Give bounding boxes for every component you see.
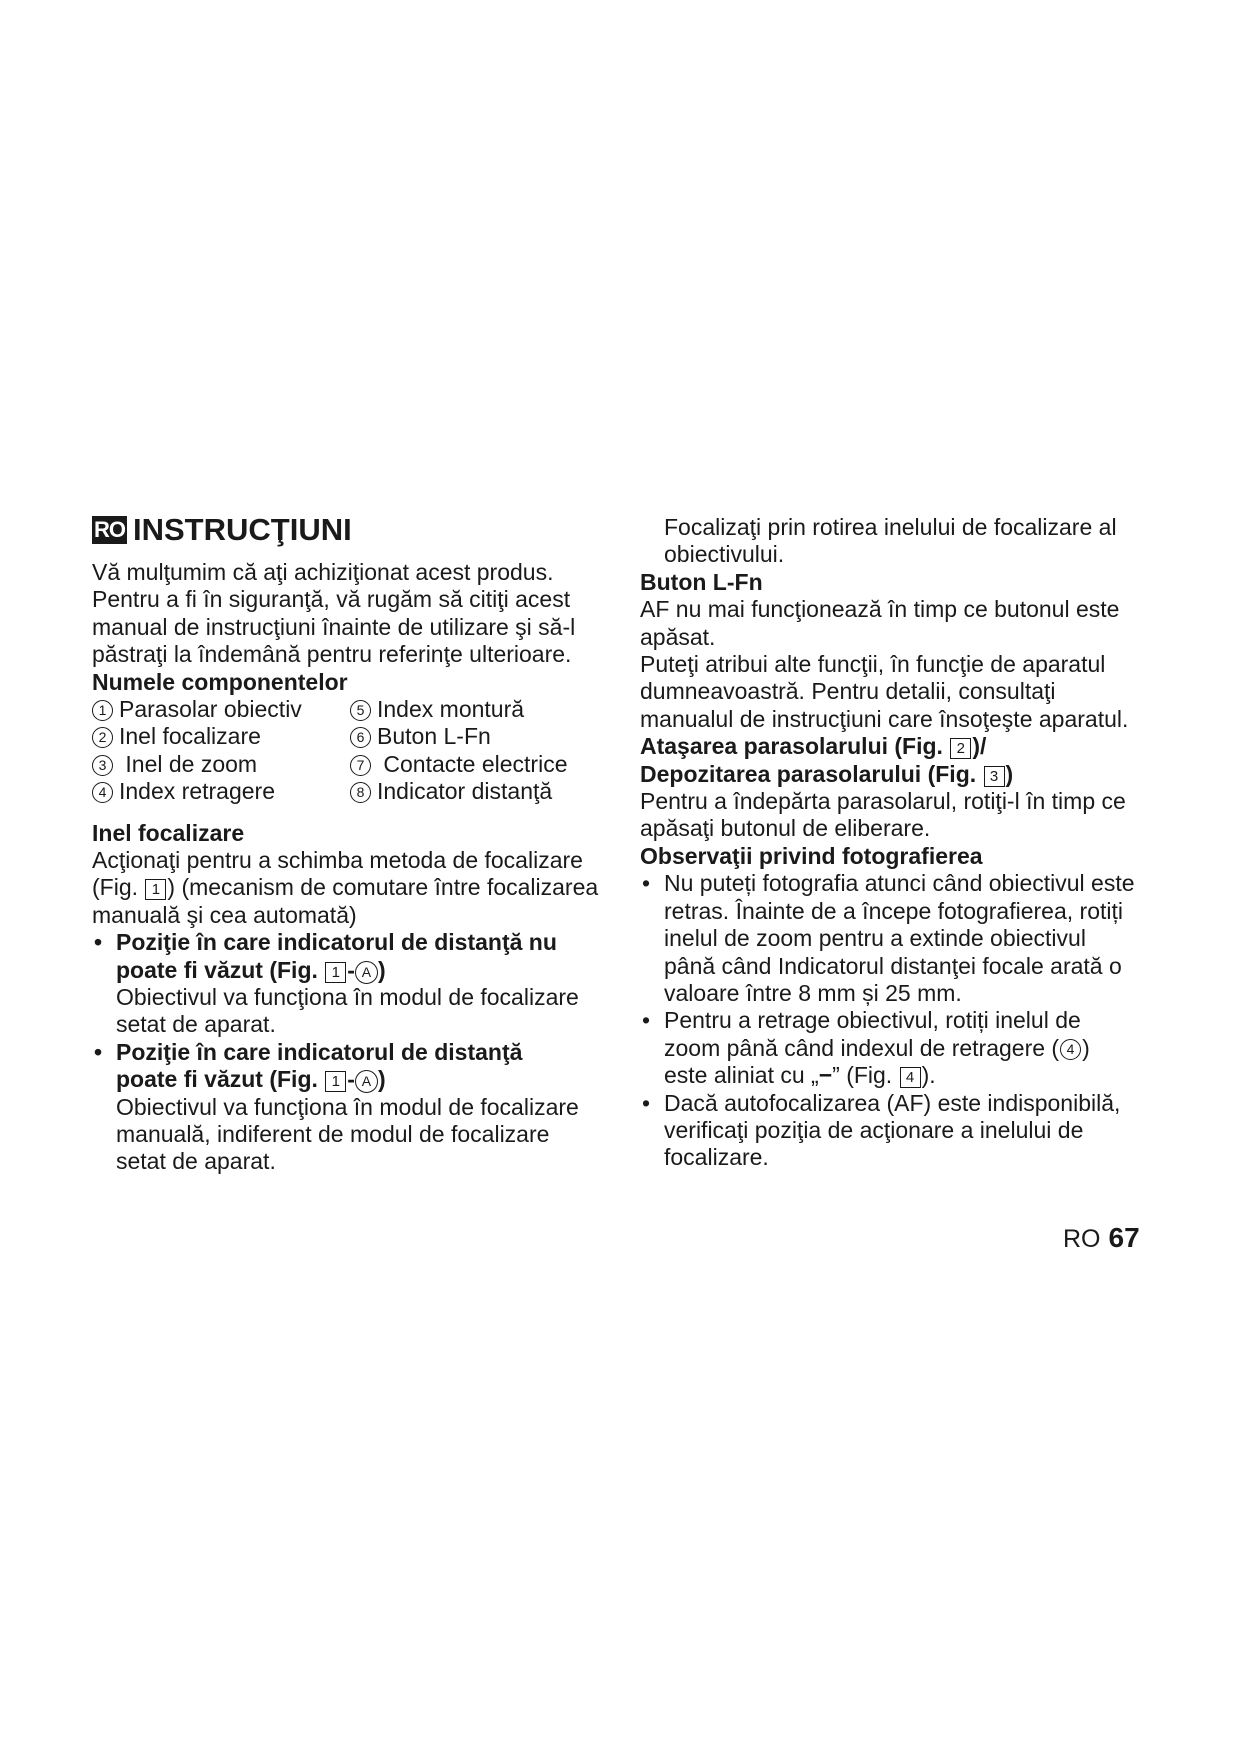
focus-text-line: Acţionaţi pentru a schimba metoda de focalizare	[92, 847, 583, 873]
callout-number: 6	[350, 727, 371, 748]
callout-number: 4	[1060, 1039, 1081, 1060]
figure-ref: 2	[950, 738, 971, 759]
bullet-body	[92, 1094, 612, 1176]
note-line: retras. Înainte de a începe fotografierea, rotiți	[664, 897, 1123, 924]
figure-ref: 4	[900, 1067, 921, 1088]
components-heading: Numele componentelor	[92, 668, 348, 695]
bullet-dot: •	[642, 870, 651, 897]
bullet-text-line: Obiectivul va funcţiona în modul de focalizare	[116, 984, 579, 1011]
components-row	[92, 696, 612, 723]
text-fragment: Ataşarea parasolarului (Fig.	[640, 733, 950, 760]
focus-ring-heading: Inel focalizare	[92, 819, 245, 846]
note-line	[664, 1035, 1160, 1062]
language-badge: RO	[94, 517, 125, 542]
left-column	[92, 514, 612, 1176]
bullet-heading-line: Poziţie în care indicatorul de distanţă	[116, 1038, 523, 1065]
text-fragment: poate fi văzut (Fig.	[116, 1066, 325, 1093]
hood-heading-line	[640, 733, 1160, 760]
bullet-heading-line: Poziţie în care indicatorul de distanţă nu	[116, 929, 557, 956]
component-label: Index retragere	[119, 778, 275, 805]
page-footer	[1063, 1222, 1140, 1254]
focus-continued	[640, 514, 1160, 569]
bullet-heading-line	[116, 957, 612, 984]
page-number: 67	[1108, 1222, 1140, 1253]
text-fragment: ).	[921, 1062, 936, 1089]
bullet-text-line: Obiectivul va funcţiona în modul de focalizare	[116, 1093, 579, 1120]
bullet-dot: •	[642, 1089, 651, 1116]
note-line: inelul de zoom pentru a extinde obiectivul	[664, 925, 1086, 952]
text-fragment: -	[347, 956, 355, 983]
focus-text-line: manuală şi cea automată)	[92, 901, 357, 928]
components-row	[92, 778, 612, 805]
note-line: până când Indicatorul distanţei focale arată o	[664, 952, 1122, 979]
component-label: Indicator distanţă	[377, 778, 553, 805]
note-line: Pentru a retrage obiectivul, rotiți inelul de	[664, 1007, 1081, 1034]
note-item	[640, 870, 1160, 1007]
callout-number: 4	[92, 782, 113, 803]
bullet-dot: •	[94, 1038, 103, 1065]
bullet-text-line: setat de aparat.	[116, 1011, 276, 1038]
retract-mark: −	[818, 1062, 833, 1089]
focus-cont-line: Focalizaţi prin rotirea inelului de focalizare al	[664, 514, 1117, 540]
intro-line: manual de instrucţiuni înainte de utilizare şi să-l	[92, 613, 576, 640]
note-item	[640, 1090, 1160, 1172]
text-fragment: este aliniat cu „	[664, 1062, 819, 1089]
text-fragment: (Fig.	[92, 874, 145, 901]
note-item	[640, 1007, 1160, 1089]
text-fragment: )	[1005, 760, 1014, 787]
text-fragment: ) (mecanism de comutare între focalizarea	[167, 874, 599, 901]
callout-number: 8	[350, 782, 371, 803]
footer-lang: RO	[1063, 1225, 1101, 1253]
note-line: verificaţi poziţia de acţionare a inelului de	[664, 1116, 1084, 1143]
note-line: Nu puteți fotografia atunci când obiectivul este	[664, 870, 1135, 897]
lfn-text-line: apăsat.	[640, 623, 716, 650]
components-row	[92, 751, 612, 778]
intro-line: Vă mulţumim că aţi achiziţionat acest produs.	[92, 559, 554, 585]
figure-ref: 3	[984, 766, 1005, 787]
component-label: Contacte electrice	[377, 750, 568, 777]
right-column	[640, 514, 1160, 1172]
figure-ref: 1	[325, 962, 346, 983]
component-label: Index montură	[377, 696, 525, 723]
text-fragment: -	[347, 1066, 355, 1093]
component-label: Parasolar obiectiv	[119, 696, 302, 723]
lfn-text-line: AF nu mai funcţionează în timp ce butonul este	[640, 596, 1120, 623]
hood-text-line: Pentru a îndepărta parasolarul, rotiţi-l în timp ce	[640, 788, 1126, 815]
lfn-text-line: Puteţi atribui alte funcţii, în funcţie de aparatul	[640, 651, 1106, 678]
text-fragment: poate fi văzut (Fig.	[116, 956, 325, 983]
component-label: Inel de zoom	[119, 750, 258, 777]
text-fragment: zoom până când indexul de retragere (	[664, 1034, 1060, 1061]
component-label: Inel focalizare	[119, 723, 261, 750]
bullet-text-line: setat de aparat.	[116, 1148, 276, 1175]
bullet-item	[92, 929, 612, 984]
component-label: Buton L-Fn	[377, 723, 491, 750]
bullet-item	[92, 1039, 612, 1094]
note-line: valoare între 8 mm și 25 mm.	[664, 979, 962, 1006]
text-fragment: )	[1082, 1034, 1090, 1061]
figure-ref: 1	[325, 1071, 346, 1092]
bullet-body	[92, 984, 612, 1039]
lfn-text-line: manualul de instrucţiuni care însoţeşte aparatul.	[640, 705, 1129, 732]
notes-heading: Observaţii privind fotografierea	[640, 842, 983, 869]
position-marker: A	[355, 961, 378, 984]
text-fragment: Depozitarea parasolarului (Fig.	[640, 760, 983, 787]
text-fragment: )	[377, 956, 386, 983]
callout-number: 5	[350, 700, 371, 721]
position-marker: A	[355, 1070, 378, 1093]
hood-heading-line	[640, 761, 1160, 788]
text-fragment: )/	[972, 733, 987, 760]
text-fragment: )	[377, 1066, 386, 1093]
components-list	[92, 696, 612, 806]
note-line	[664, 1062, 1160, 1089]
callout-number: 1	[92, 700, 113, 721]
intro-line: Pentru a fi în siguranţă, vă rugăm să citiţi acest	[92, 586, 571, 613]
text-fragment: ” (Fig.	[832, 1062, 899, 1089]
lfn-text-line: dumneavoastră. Pentru detalii, consultaţi	[640, 678, 1056, 705]
lfn-heading: Buton L-Fn	[640, 568, 763, 595]
components-row	[92, 723, 612, 750]
bullet-heading-line	[116, 1066, 612, 1093]
hood-text-line: apăsaţi butonul de eliberare.	[640, 815, 931, 842]
focus-text-line	[92, 874, 612, 901]
focus-cont-line: obiectivului.	[664, 541, 785, 568]
callout-number: 2	[92, 727, 113, 748]
note-line: Dacă autofocalizarea (AF) este indisponibilă,	[664, 1089, 1121, 1116]
note-line: focalizare.	[664, 1144, 769, 1171]
title-text: INSTRUCŢIUNI	[133, 512, 352, 547]
bullet-dot: •	[94, 929, 103, 956]
figure-ref: 1	[145, 879, 166, 900]
intro-line: păstraţi la îndemână pentru referinţe ulterioare.	[92, 641, 572, 668]
callout-number: 7	[350, 755, 371, 776]
bullet-dot: •	[642, 1007, 651, 1034]
callout-number: 3	[92, 755, 113, 776]
bullet-text-line: manuală, indiferent de modul de focalizare	[116, 1121, 550, 1148]
